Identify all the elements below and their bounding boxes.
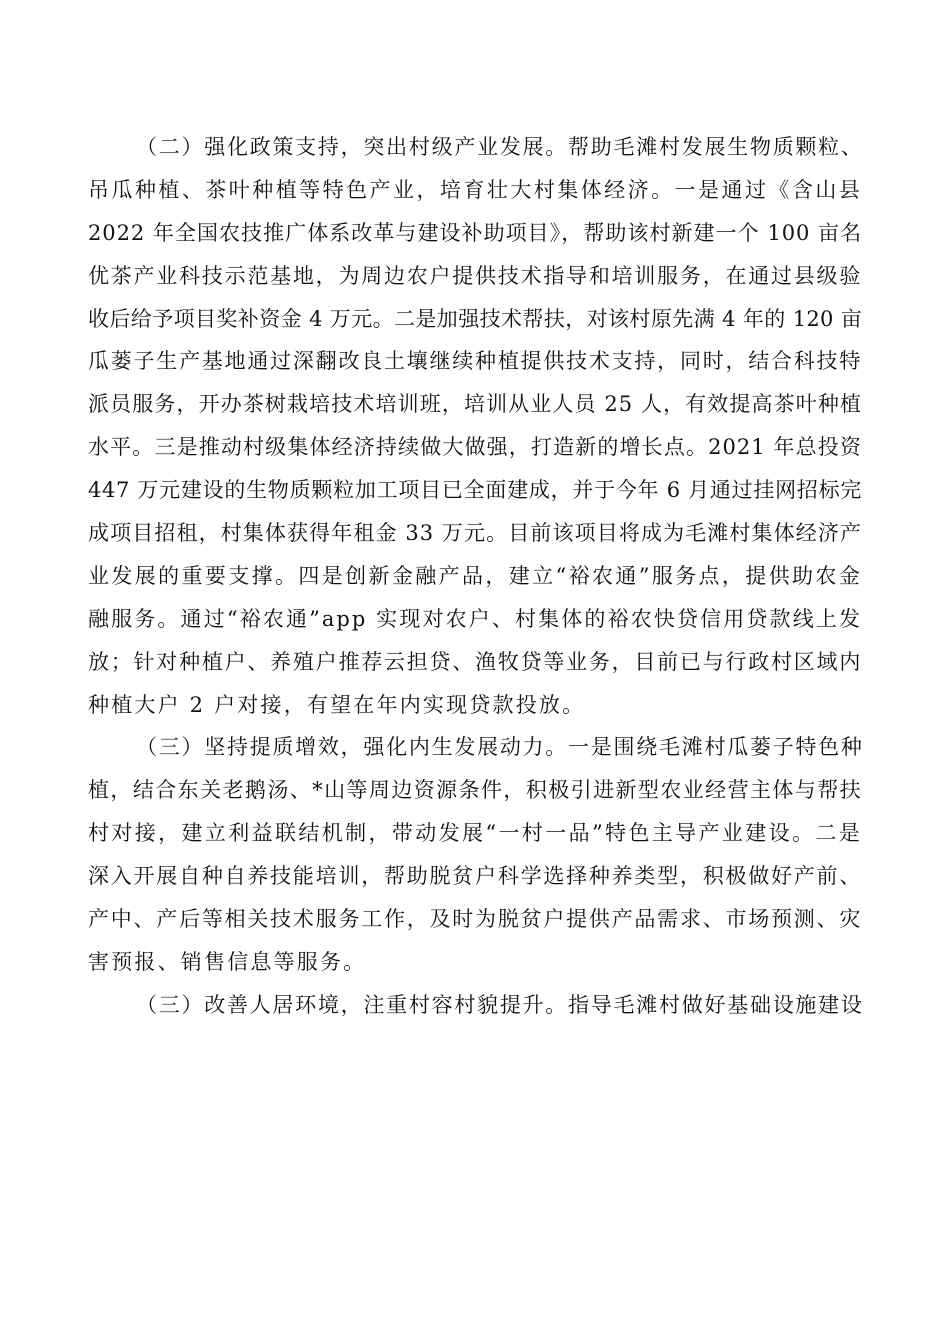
text-line: 村对接，建立利益联结机制，带动发展“一村一品”特色主导产业建设。二是 [88, 821, 862, 846]
paragraph-industry-development [88, 126, 862, 726]
text-line: 瓜蒌子生产基地通过深翻改良土壤继续种植提供技术支持，同时，结合科技特 [88, 349, 862, 374]
text-line: 447 万元建设的生物质颗粒加工项目已全面建成，并于今年 6 月通过挂网招标完 [88, 478, 862, 503]
text-line: 害预报、销售信息等服务。 [88, 949, 367, 974]
text-line: 水平。三是推动村级集体经济持续做大做强，打造新的增长点。2021 年总投资 [88, 435, 862, 460]
text-line: 优茶产业科技示范基地，为周边农户提供技术指导和培训服务，在通过县级验 [88, 263, 862, 288]
text-line: 2022 年全国农技推广体系改革与建设补助项目》，帮助该村新建一个 100 亩名 [88, 220, 862, 245]
paragraph-living-environment [88, 984, 862, 1027]
text-line: 业发展的重要支撑。四是创新金融产品，建立“裕农通”服务点，提供助农金 [88, 563, 862, 588]
text-line: 产中、产后等相关技术服务工作，及时为脱贫户提供产品需求、市场预测、灾 [88, 907, 862, 932]
text-line: 植，结合东关老鹅汤、*山等周边资源条件，积极引进新型农业经营主体与帮扶 [88, 778, 862, 803]
text-line: （三）改善人居环境，注重村容村貌提升。指导毛滩村做好基础设施建设 [136, 992, 862, 1017]
text-line: 放；针对种植户、养殖户推荐云担贷、渔牧贷等业务，目前已与行政村区域内 [88, 649, 862, 674]
paragraph-endogenous-development [88, 726, 862, 983]
text-line: 派员服务，开办茶树栽培技术培训班，培训从业人员 25 人，有效提高茶叶种植 [88, 392, 862, 417]
text-line: 融服务。通过“裕农通”app 实现对农户、村集体的裕农快贷信用贷款线上发 [88, 606, 862, 631]
text-line: （三）坚持提质增效，强化内生发展动力。一是围绕毛滩村瓜蒌子特色种 [136, 735, 862, 760]
text-line: 吊瓜种植、茶叶种植等特色产业，培育壮大村集体经济。一是通过《含山县 [88, 177, 862, 202]
text-line: （二）强化政策支持，突出村级产业发展。帮助毛滩村发展生物质颗粒、 [136, 135, 862, 159]
text-line: 收后给予项目奖补资金 4 万元。二是加强技术帮扶，对该村原先满 4 年的 120 亩 [88, 306, 862, 331]
text-line: 深入开展自种自养技能培训，帮助脱贫户科学选择种养类型，积极做好产前、 [88, 864, 862, 889]
document-body [88, 126, 862, 1027]
text-line: 成项目招租，村集体获得年租金 33 万元。目前该项目将成为毛滩村集体经济产 [88, 521, 862, 546]
text-line: 种植大户 2 户对接，有望在年内实现贷款投放。 [88, 692, 586, 717]
